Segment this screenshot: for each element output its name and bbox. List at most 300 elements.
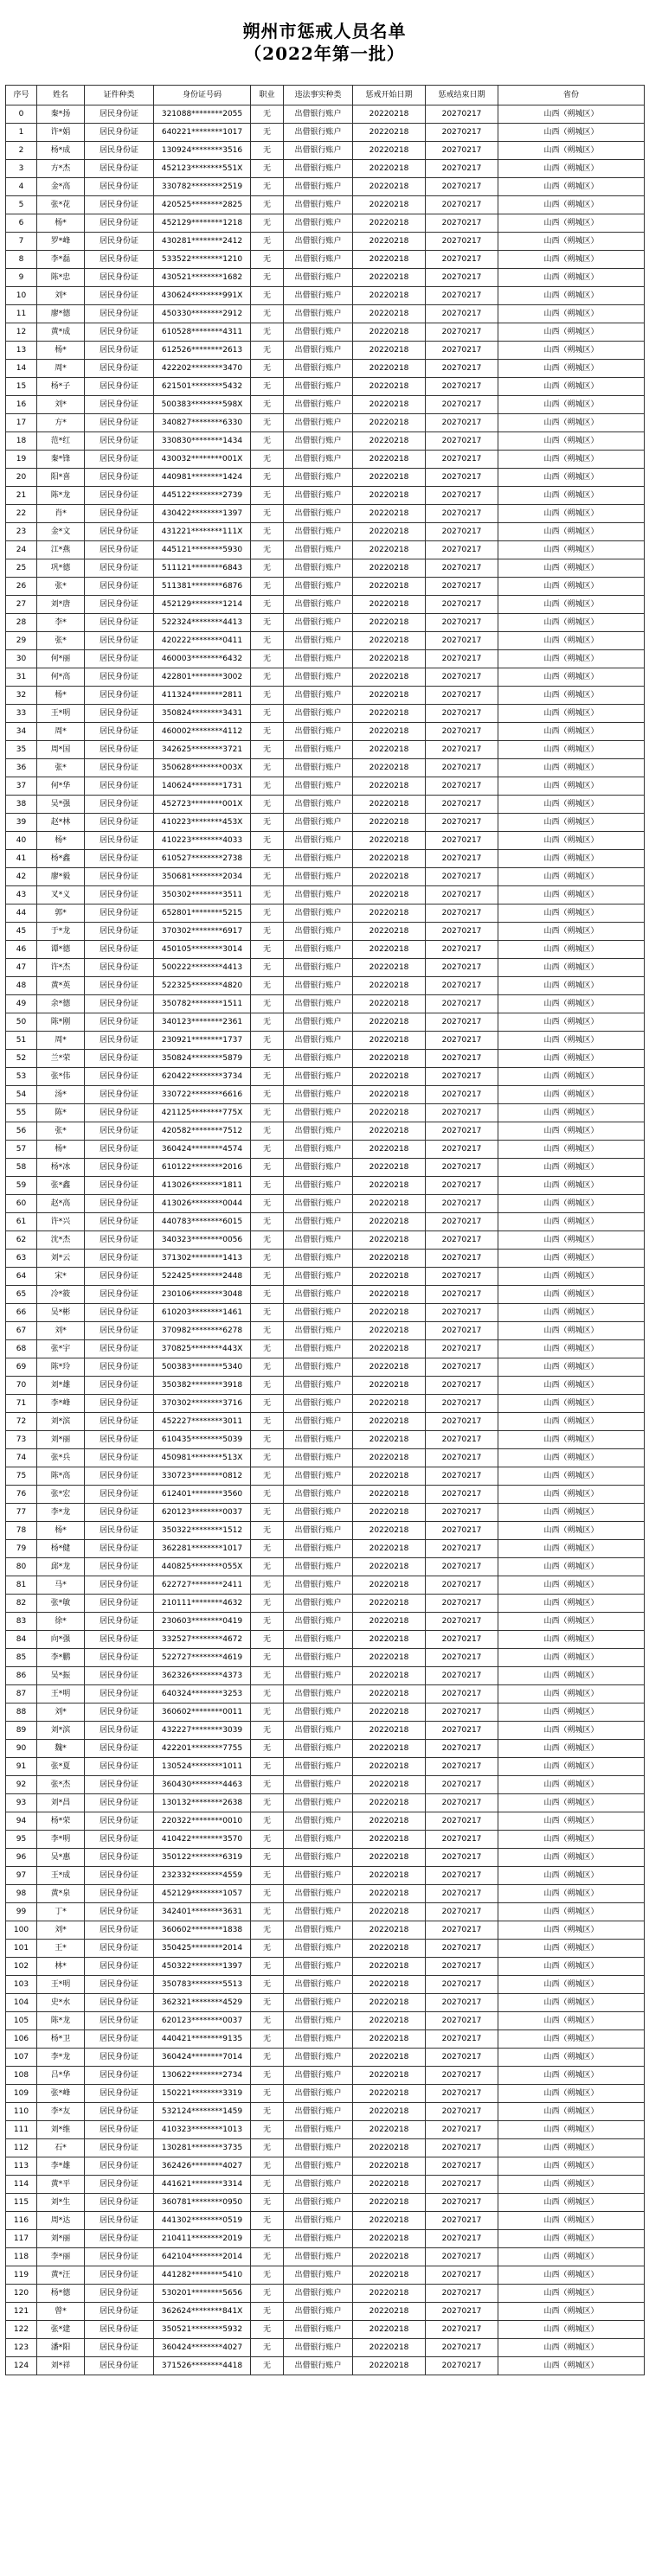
- cell-province: 山西（朔城区）: [498, 2103, 645, 2121]
- cell-index: 103: [6, 1976, 37, 1994]
- cell-violation-type: 出借银行账户: [284, 2303, 353, 2321]
- cell-index: 117: [6, 2230, 37, 2248]
- cell-province: 山西（朔城区）: [498, 505, 645, 523]
- cell-name: 周*: [37, 723, 85, 741]
- cell-province: 山西（朔城区）: [498, 2248, 645, 2266]
- cell-end-date: 20270217: [426, 1540, 498, 1558]
- cell-province: 山西（朔城区）: [498, 1921, 645, 1940]
- cell-name: 何*华: [37, 777, 85, 796]
- cell-start-date: 20220218: [353, 196, 426, 214]
- table-row: [6, 196, 645, 214]
- cell-province: 山西（朔城区）: [498, 396, 645, 414]
- cell-province: 山西（朔城区）: [498, 469, 645, 487]
- cell-violation-type: 出借银行账户: [284, 632, 353, 650]
- cell-id-type: 居民身份证: [85, 1431, 154, 1449]
- cell-id-number: 362321********4529: [154, 1994, 251, 2012]
- table-row: [6, 1486, 645, 1504]
- cell-end-date: 20270217: [426, 305, 498, 323]
- cell-index: 73: [6, 1431, 37, 1449]
- table-row: [6, 632, 645, 650]
- cell-start-date: 20220218: [353, 1322, 426, 1340]
- cell-start-date: 20220218: [353, 923, 426, 941]
- cell-violation-type: 出借银行账户: [284, 1467, 353, 1486]
- cell-id-type: 居民身份证: [85, 668, 154, 687]
- cell-id-number: 321088********2055: [154, 105, 251, 124]
- cell-violation-type: 出借银行账户: [284, 1486, 353, 1504]
- cell-province: 山西（朔城区）: [498, 723, 645, 741]
- cell-id-number: 610527********2738: [154, 850, 251, 868]
- cell-end-date: 20270217: [426, 1486, 498, 1504]
- cell-occupation: 无: [251, 1667, 284, 1685]
- cell-occupation: 无: [251, 995, 284, 1013]
- cell-index: 48: [6, 977, 37, 995]
- table-row: [6, 2139, 645, 2157]
- cell-end-date: 20270217: [426, 105, 498, 124]
- cell-end-date: 20270217: [426, 1068, 498, 1086]
- cell-province: 山西（朔城区）: [498, 1540, 645, 1558]
- cell-name: 罗*峰: [37, 233, 85, 251]
- cell-id-type: 居民身份证: [85, 487, 154, 505]
- cell-id-number: 362281********1017: [154, 1540, 251, 1558]
- table-body: [6, 105, 645, 2375]
- cell-index: 17: [6, 414, 37, 432]
- cell-province: 山西（朔城区）: [498, 1595, 645, 1613]
- cell-id-number: 445122********2739: [154, 487, 251, 505]
- cell-end-date: 20270217: [426, 687, 498, 705]
- cell-start-date: 20220218: [353, 1558, 426, 1576]
- cell-start-date: 20220218: [353, 1250, 426, 1268]
- cell-name: 张*杰: [37, 1776, 85, 1794]
- cell-id-type: 居民身份证: [85, 1576, 154, 1595]
- cell-id-type: 居民身份证: [85, 469, 154, 487]
- cell-start-date: 20220218: [353, 541, 426, 559]
- cell-violation-type: 出借银行账户: [284, 432, 353, 451]
- cell-index: 74: [6, 1449, 37, 1467]
- table-row: [6, 2285, 645, 2303]
- cell-start-date: 20220218: [353, 1032, 426, 1050]
- cell-province: 山西（朔城区）: [498, 2049, 645, 2067]
- cell-end-date: 20270217: [426, 178, 498, 196]
- cell-violation-type: 出借银行账户: [284, 2212, 353, 2230]
- cell-occupation: 无: [251, 2067, 284, 2085]
- cell-violation-type: 出借银行账户: [284, 1159, 353, 1177]
- cell-end-date: 20270217: [426, 1195, 498, 1213]
- cell-name: 李*磊: [37, 251, 85, 269]
- table-row: [6, 1195, 645, 1213]
- cell-start-date: 20220218: [353, 1976, 426, 1994]
- cell-violation-type: 出借银行账户: [284, 1885, 353, 1903]
- cell-occupation: 无: [251, 1268, 284, 1286]
- cell-index: 80: [6, 1558, 37, 1576]
- cell-violation-type: 出借银行账户: [284, 1050, 353, 1068]
- cell-id-number: 440825********055X: [154, 1558, 251, 1576]
- cell-name: 李*鹏: [37, 1649, 85, 1667]
- cell-occupation: 无: [251, 1413, 284, 1431]
- cell-province: 山西（朔城区）: [498, 1867, 645, 1885]
- cell-name: 陈*: [37, 1104, 85, 1122]
- cell-id-type: 居民身份证: [85, 614, 154, 632]
- cell-violation-type: 出借银行账户: [284, 759, 353, 777]
- cell-id-number: 432227********3039: [154, 1722, 251, 1740]
- table-row: [6, 1358, 645, 1377]
- cell-violation-type: 出借银行账户: [284, 1776, 353, 1794]
- cell-index: 45: [6, 923, 37, 941]
- cell-end-date: 20270217: [426, 2212, 498, 2230]
- cell-start-date: 20220218: [353, 1068, 426, 1086]
- table-row: [6, 1994, 645, 2012]
- cell-id-number: 410422********3570: [154, 1831, 251, 1849]
- cell-index: 121: [6, 2303, 37, 2321]
- cell-id-type: 居民身份证: [85, 142, 154, 160]
- cell-id-number: 452129********1057: [154, 1885, 251, 1903]
- cell-id-type: 居民身份证: [85, 796, 154, 814]
- cell-violation-type: 出借银行账户: [284, 1849, 353, 1867]
- cell-occupation: 无: [251, 850, 284, 868]
- cell-province: 山西（朔城区）: [498, 850, 645, 868]
- cell-name: 许*娟: [37, 124, 85, 142]
- cell-id-number: 612401********3560: [154, 1486, 251, 1504]
- cell-end-date: 20270217: [426, 2103, 498, 2121]
- cell-index: 31: [6, 668, 37, 687]
- cell-id-type: 居民身份证: [85, 1104, 154, 1122]
- cell-end-date: 20270217: [426, 1413, 498, 1431]
- cell-end-date: 20270217: [426, 541, 498, 559]
- cell-end-date: 20270217: [426, 2121, 498, 2139]
- cell-name: 潘*阳: [37, 2339, 85, 2357]
- cell-name: 吴*彬: [37, 1304, 85, 1322]
- cell-id-type: 居民身份证: [85, 2321, 154, 2339]
- cell-index: 76: [6, 1486, 37, 1504]
- cell-id-number: 620123********0037: [154, 2012, 251, 2030]
- cell-occupation: 无: [251, 1304, 284, 1322]
- cell-name: 赵*高: [37, 1195, 85, 1213]
- cell-province: 山西（朔城区）: [498, 2303, 645, 2321]
- cell-start-date: 20220218: [353, 759, 426, 777]
- cell-province: 山西（朔城区）: [498, 1504, 645, 1522]
- cell-id-type: 居民身份证: [85, 323, 154, 342]
- cell-start-date: 20220218: [353, 2248, 426, 2266]
- cell-id-type: 居民身份证: [85, 1141, 154, 1159]
- cell-end-date: 20270217: [426, 2303, 498, 2321]
- cell-end-date: 20270217: [426, 959, 498, 977]
- cell-id-type: 居民身份证: [85, 886, 154, 904]
- cell-index: 119: [6, 2266, 37, 2285]
- cell-index: 96: [6, 1849, 37, 1867]
- cell-start-date: 20220218: [353, 1722, 426, 1740]
- table-row: [6, 1340, 645, 1358]
- cell-province: 山西（朔城区）: [498, 1413, 645, 1431]
- table-row: [6, 1177, 645, 1195]
- cell-id-number: 210411********2019: [154, 2230, 251, 2248]
- cell-id-type: 居民身份证: [85, 1558, 154, 1576]
- cell-end-date: 20270217: [426, 142, 498, 160]
- cell-province: 山西（朔城区）: [498, 959, 645, 977]
- column-header-occupation: 职业: [251, 86, 284, 105]
- cell-end-date: 20270217: [426, 2285, 498, 2303]
- cell-end-date: 20270217: [426, 1776, 498, 1794]
- table-row: [6, 287, 645, 305]
- cell-violation-type: 出借银行账户: [284, 451, 353, 469]
- table-row: [6, 904, 645, 923]
- cell-end-date: 20270217: [426, 1431, 498, 1449]
- cell-end-date: 20270217: [426, 1940, 498, 1958]
- cell-id-type: 居民身份证: [85, 541, 154, 559]
- cell-name: 陈*龙: [37, 487, 85, 505]
- table-row: [6, 868, 645, 886]
- cell-occupation: 无: [251, 1449, 284, 1467]
- cell-start-date: 20220218: [353, 305, 426, 323]
- cell-id-number: 350382********3918: [154, 1377, 251, 1395]
- cell-occupation: 无: [251, 214, 284, 233]
- cell-end-date: 20270217: [426, 505, 498, 523]
- cell-id-type: 居民身份证: [85, 1013, 154, 1032]
- cell-end-date: 20270217: [426, 269, 498, 287]
- cell-start-date: 20220218: [353, 378, 426, 396]
- cell-index: 101: [6, 1940, 37, 1958]
- cell-end-date: 20270217: [426, 251, 498, 269]
- cell-id-type: 居民身份证: [85, 2230, 154, 2248]
- cell-start-date: 20220218: [353, 342, 426, 360]
- cell-violation-type: 出借银行账户: [284, 559, 353, 578]
- table-row: [6, 705, 645, 723]
- cell-name: 林*: [37, 1958, 85, 1976]
- cell-name: 李*丽: [37, 2248, 85, 2266]
- cell-id-type: 居民身份证: [85, 2049, 154, 2067]
- table-row: [6, 2230, 645, 2248]
- cell-name: 周*: [37, 1032, 85, 1050]
- cell-end-date: 20270217: [426, 814, 498, 832]
- cell-end-date: 20270217: [426, 650, 498, 668]
- cell-province: 山西（朔城区）: [498, 160, 645, 178]
- cell-occupation: 无: [251, 541, 284, 559]
- cell-name: 廖*德: [37, 305, 85, 323]
- cell-start-date: 20220218: [353, 941, 426, 959]
- cell-violation-type: 出借银行账户: [284, 541, 353, 559]
- table-row: [6, 233, 645, 251]
- cell-end-date: 20270217: [426, 1758, 498, 1776]
- cell-province: 山西（朔城区）: [498, 1722, 645, 1740]
- cell-id-number: 332527********4672: [154, 1631, 251, 1649]
- cell-id-number: 232332********4559: [154, 1867, 251, 1885]
- table-row: [6, 1068, 645, 1086]
- cell-name: 李*友: [37, 2103, 85, 2121]
- cell-violation-type: 出借银行账户: [284, 1286, 353, 1304]
- cell-violation-type: 出借银行账户: [284, 2085, 353, 2103]
- cell-name: 杨*卫: [37, 2030, 85, 2049]
- cell-index: 79: [6, 1540, 37, 1558]
- cell-id-type: 居民身份证: [85, 850, 154, 868]
- cell-violation-type: 出借银行账户: [284, 1831, 353, 1849]
- cell-name: 王*: [37, 1940, 85, 1958]
- cell-name: 张*宇: [37, 1340, 85, 1358]
- cell-province: 山西（朔城区）: [498, 832, 645, 850]
- cell-occupation: 无: [251, 1104, 284, 1122]
- cell-index: 38: [6, 796, 37, 814]
- cell-name: 杨*冰: [37, 1159, 85, 1177]
- cell-start-date: 20220218: [353, 668, 426, 687]
- cell-id-number: 330722********6616: [154, 1086, 251, 1104]
- cell-id-number: 652801********5215: [154, 904, 251, 923]
- cell-id-type: 居民身份证: [85, 2067, 154, 2085]
- cell-name: 邱*龙: [37, 1558, 85, 1576]
- cell-start-date: 20220218: [353, 178, 426, 196]
- cell-occupation: 无: [251, 2157, 284, 2176]
- cell-name: 冷*筱: [37, 1286, 85, 1304]
- cell-index: 64: [6, 1268, 37, 1286]
- cell-id-type: 居民身份证: [85, 1177, 154, 1195]
- table-row: [6, 1104, 645, 1122]
- cell-violation-type: 出借银行账户: [284, 941, 353, 959]
- table-row: [6, 1322, 645, 1340]
- cell-start-date: 20220218: [353, 1122, 426, 1141]
- table-row: [6, 1794, 645, 1812]
- cell-occupation: 无: [251, 1613, 284, 1631]
- table-row: [6, 160, 645, 178]
- cell-occupation: 无: [251, 723, 284, 741]
- cell-start-date: 20220218: [353, 1377, 426, 1395]
- table-row: [6, 850, 645, 868]
- cell-name: 江*燕: [37, 541, 85, 559]
- table-row: [6, 2049, 645, 2067]
- cell-occupation: 无: [251, 614, 284, 632]
- cell-province: 山西（朔城区）: [498, 1177, 645, 1195]
- cell-name: 郭*: [37, 904, 85, 923]
- cell-occupation: 无: [251, 1703, 284, 1722]
- cell-end-date: 20270217: [426, 160, 498, 178]
- cell-id-type: 居民身份证: [85, 1068, 154, 1086]
- cell-occupation: 无: [251, 1867, 284, 1885]
- cell-id-number: 342625********3721: [154, 741, 251, 759]
- cell-id-type: 居民身份证: [85, 1649, 154, 1667]
- cell-start-date: 20220218: [353, 868, 426, 886]
- cell-index: 62: [6, 1231, 37, 1250]
- cell-id-number: 210111********4632: [154, 1595, 251, 1613]
- cell-name: 张*宏: [37, 1486, 85, 1504]
- cell-province: 山西（朔城区）: [498, 977, 645, 995]
- cell-id-number: 360424********4574: [154, 1141, 251, 1159]
- cell-start-date: 20220218: [353, 1159, 426, 1177]
- cell-id-number: 640324********3253: [154, 1685, 251, 1703]
- cell-index: 94: [6, 1812, 37, 1831]
- cell-id-number: 620422********3734: [154, 1068, 251, 1086]
- cell-id-type: 居民身份证: [85, 432, 154, 451]
- cell-index: 113: [6, 2157, 37, 2176]
- cell-end-date: 20270217: [426, 1268, 498, 1286]
- cell-id-number: 362326********4373: [154, 1667, 251, 1685]
- cell-occupation: 无: [251, 1921, 284, 1940]
- table-row: [6, 1867, 645, 1885]
- cell-province: 山西（朔城区）: [498, 632, 645, 650]
- cell-occupation: 无: [251, 105, 284, 124]
- cell-violation-type: 出借银行账户: [284, 233, 353, 251]
- cell-end-date: 20270217: [426, 1849, 498, 1867]
- cell-id-type: 居民身份证: [85, 941, 154, 959]
- cell-province: 山西（朔城区）: [498, 1467, 645, 1486]
- cell-occupation: 无: [251, 1431, 284, 1449]
- table-row: [6, 977, 645, 995]
- cell-violation-type: 出借银行账户: [284, 342, 353, 360]
- cell-id-type: 居民身份证: [85, 2285, 154, 2303]
- cell-name: 许*杰: [37, 959, 85, 977]
- cell-occupation: 无: [251, 1831, 284, 1849]
- cell-name: 黄*平: [37, 2176, 85, 2194]
- cell-occupation: 无: [251, 1794, 284, 1812]
- cell-province: 山西（朔城区）: [498, 1304, 645, 1322]
- cell-index: 37: [6, 777, 37, 796]
- cell-occupation: 无: [251, 959, 284, 977]
- cell-occupation: 无: [251, 2266, 284, 2285]
- cell-occupation: 无: [251, 1976, 284, 1994]
- cell-end-date: 20270217: [426, 759, 498, 777]
- cell-occupation: 无: [251, 2357, 284, 2375]
- cell-occupation: 无: [251, 396, 284, 414]
- cell-id-type: 居民身份证: [85, 2357, 154, 2375]
- cell-violation-type: 出借银行账户: [284, 1631, 353, 1649]
- cell-name: 陈*刚: [37, 1013, 85, 1032]
- cell-start-date: 20220218: [353, 1395, 426, 1413]
- cell-province: 山西（朔城区）: [498, 360, 645, 378]
- cell-violation-type: 出借银行账户: [284, 1758, 353, 1776]
- cell-violation-type: 出借银行账户: [284, 1231, 353, 1250]
- cell-occupation: 无: [251, 1595, 284, 1613]
- cell-index: 106: [6, 2030, 37, 2049]
- cell-index: 93: [6, 1794, 37, 1812]
- cell-start-date: 20220218: [353, 741, 426, 759]
- cell-index: 14: [6, 360, 37, 378]
- cell-province: 山西（朔城区）: [498, 941, 645, 959]
- cell-id-number: 450105********3014: [154, 941, 251, 959]
- cell-province: 山西（朔城区）: [498, 1122, 645, 1141]
- cell-province: 山西（朔城区）: [498, 1558, 645, 1576]
- table-row: [6, 1159, 645, 1177]
- cell-province: 山西（朔城区）: [498, 596, 645, 614]
- cell-start-date: 20220218: [353, 2321, 426, 2339]
- cell-index: 118: [6, 2248, 37, 2266]
- cell-id-type: 居民身份证: [85, 832, 154, 850]
- cell-start-date: 20220218: [353, 487, 426, 505]
- cell-violation-type: 出借银行账户: [284, 1431, 353, 1449]
- cell-province: 山西（朔城区）: [498, 1613, 645, 1631]
- cell-end-date: 20270217: [426, 1831, 498, 1849]
- table-row: [6, 578, 645, 596]
- cell-index: 1: [6, 124, 37, 142]
- cell-occupation: 无: [251, 1159, 284, 1177]
- cell-id-type: 居民身份证: [85, 342, 154, 360]
- cell-province: 山西（朔城区）: [498, 105, 645, 124]
- cell-violation-type: 出借银行账户: [284, 1940, 353, 1958]
- cell-violation-type: 出借银行账户: [284, 1358, 353, 1377]
- cell-name: 吕*华: [37, 2067, 85, 2085]
- cell-name: 刘*: [37, 396, 85, 414]
- cell-violation-type: 出借银行账户: [284, 505, 353, 523]
- cell-name: 阳*喜: [37, 469, 85, 487]
- cell-occupation: 无: [251, 323, 284, 342]
- document-subtitle: （2022年第一批）: [244, 43, 405, 64]
- cell-end-date: 20270217: [426, 1867, 498, 1885]
- cell-name: 刘*: [37, 1703, 85, 1722]
- cell-violation-type: 出借银行账户: [284, 1032, 353, 1050]
- cell-id-type: 居民身份证: [85, 2103, 154, 2121]
- cell-index: 21: [6, 487, 37, 505]
- cell-violation-type: 出借银行账户: [284, 2103, 353, 2121]
- cell-violation-type: 出借银行账户: [284, 668, 353, 687]
- cell-id-type: 居民身份证: [85, 2194, 154, 2212]
- cell-violation-type: 出借银行账户: [284, 723, 353, 741]
- cell-occupation: 无: [251, 2030, 284, 2049]
- cell-start-date: 20220218: [353, 2157, 426, 2176]
- cell-violation-type: 出借银行账户: [284, 469, 353, 487]
- cell-violation-type: 出借银行账户: [284, 1141, 353, 1159]
